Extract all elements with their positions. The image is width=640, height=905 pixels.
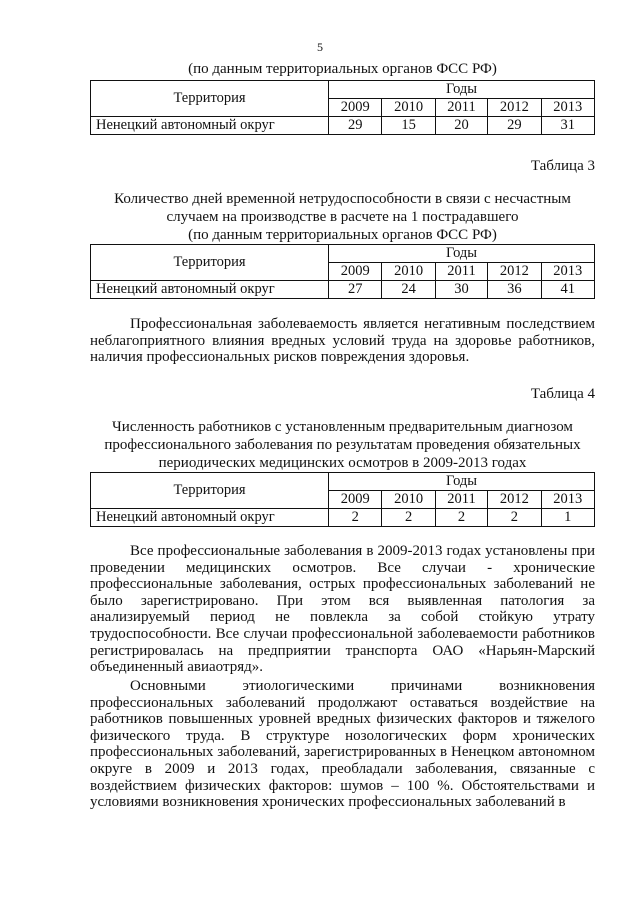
table3-year: 2010 xyxy=(382,263,435,281)
table4-caption-line1: Численность работников с установленным предварительным диагнозом xyxy=(112,419,573,435)
table2-value: 31 xyxy=(541,117,594,135)
table2-year: 2009 xyxy=(329,99,382,117)
table3-value: 36 xyxy=(488,281,541,299)
table4-year: 2013 xyxy=(541,491,594,509)
table4-header-territory: Территория xyxy=(91,473,329,509)
table2-year: 2011 xyxy=(435,99,487,117)
paragraph-diseases-established: Все профессиональные заболевания в 2009-2013 годах установлены при проведении медицинских осмотров. Все случаи - хронические профессиональные заболевания, острых профессиональных заболеваний не было зарегистрировано. При этом вся выявленная патология за анализируемый период не повлекла за собой стойкую утрату трудоспособности. Все случаи профессиональной заболеваемости работников регистрировалась на предприятии транспорта ОАО «Нарьян-Марский объединенный авиаотряд». xyxy=(90,543,595,676)
table4-value: 1 xyxy=(541,509,594,527)
table3-value: 41 xyxy=(541,281,594,299)
table3-caption-line1: Количество дней временной нетрудоспособности в связи с несчастным xyxy=(114,191,571,207)
table3-value: 30 xyxy=(435,281,487,299)
table-row xyxy=(91,281,595,299)
table2-value: 20 xyxy=(435,117,487,135)
table3-year: 2012 xyxy=(488,263,541,281)
table-row xyxy=(91,509,595,527)
table2-year: 2012 xyxy=(488,99,541,117)
table4-value: 2 xyxy=(435,509,487,527)
table2-value: 29 xyxy=(488,117,541,135)
table2 xyxy=(90,80,595,135)
table2-row-label: Ненецкий автономный округ xyxy=(91,117,329,135)
table4-value: 2 xyxy=(329,509,382,527)
table4-year: 2009 xyxy=(329,491,382,509)
table2-header-territory: Территория xyxy=(91,81,329,117)
page-number: 5 xyxy=(317,40,323,54)
paragraph-occupational-morbidity: Профессиональная заболеваемость является негативным последствием неблагоприятного влияния вредных условий труда на здоровье работников, наличия профессиональных рисков повреждения здоровья. xyxy=(90,316,595,366)
table3 xyxy=(90,244,595,299)
table4-header-years: Годы xyxy=(329,473,595,491)
table4-caption-line2: профессионального заболевания по результатам проведения обязательных xyxy=(104,437,581,453)
table2-year: 2013 xyxy=(541,99,594,117)
table4-row-label: Ненецкий автономный округ xyxy=(91,509,329,527)
table3-value: 24 xyxy=(382,281,435,299)
paragraph-etiological-causes: Основными этиологическими причинами возникновения профессиональных заболеваний продолжают оставаться воздействие на работников повышенных уровней вредных физических факторов и тяжелого физического труда. В структуре нозологических форм хронических профессиональных заболеваний, зарегистрированных в Ненецком автономном округе в 2009 и 2013 годах, преобладали заболевания, связанные с воздействием физических факторов: шумов – 100 %. Обстоятельствами и условиями возникновения хронических профессиональных заболеваний в xyxy=(90,678,595,811)
table2-value: 29 xyxy=(329,117,382,135)
table4 xyxy=(90,472,595,527)
table4-value: 2 xyxy=(488,509,541,527)
table3-header-territory: Территория xyxy=(91,245,329,281)
table4-year: 2011 xyxy=(435,491,487,509)
table2-caption: (по данным территориальных органов ФСС РФ) xyxy=(188,61,497,77)
table3-row-label: Ненецкий автономный округ xyxy=(91,281,329,299)
table4-caption-line3: периодических медицинских осмотров в 2009-2013 годах xyxy=(158,455,527,471)
table3-label: Таблица 3 xyxy=(530,158,595,174)
table4-year: 2012 xyxy=(488,491,541,509)
table3-caption-line2: случаем на производстве в расчете на 1 пострадавшего xyxy=(166,209,519,225)
table3-year: 2009 xyxy=(329,263,382,281)
table3-caption-line3: (по данным территориальных органов ФСС РФ) xyxy=(188,227,497,243)
table2-value: 15 xyxy=(382,117,435,135)
table2-year: 2010 xyxy=(382,99,435,117)
table4-value: 2 xyxy=(382,509,435,527)
table3-year: 2011 xyxy=(435,263,487,281)
table2-header-years: Годы xyxy=(329,81,595,99)
table4-label: Таблица 4 xyxy=(530,386,595,402)
table3-year: 2013 xyxy=(541,263,594,281)
table3-header-years: Годы xyxy=(329,245,595,263)
table-row xyxy=(91,117,595,135)
table3-value: 27 xyxy=(329,281,382,299)
table4-year: 2010 xyxy=(382,491,435,509)
